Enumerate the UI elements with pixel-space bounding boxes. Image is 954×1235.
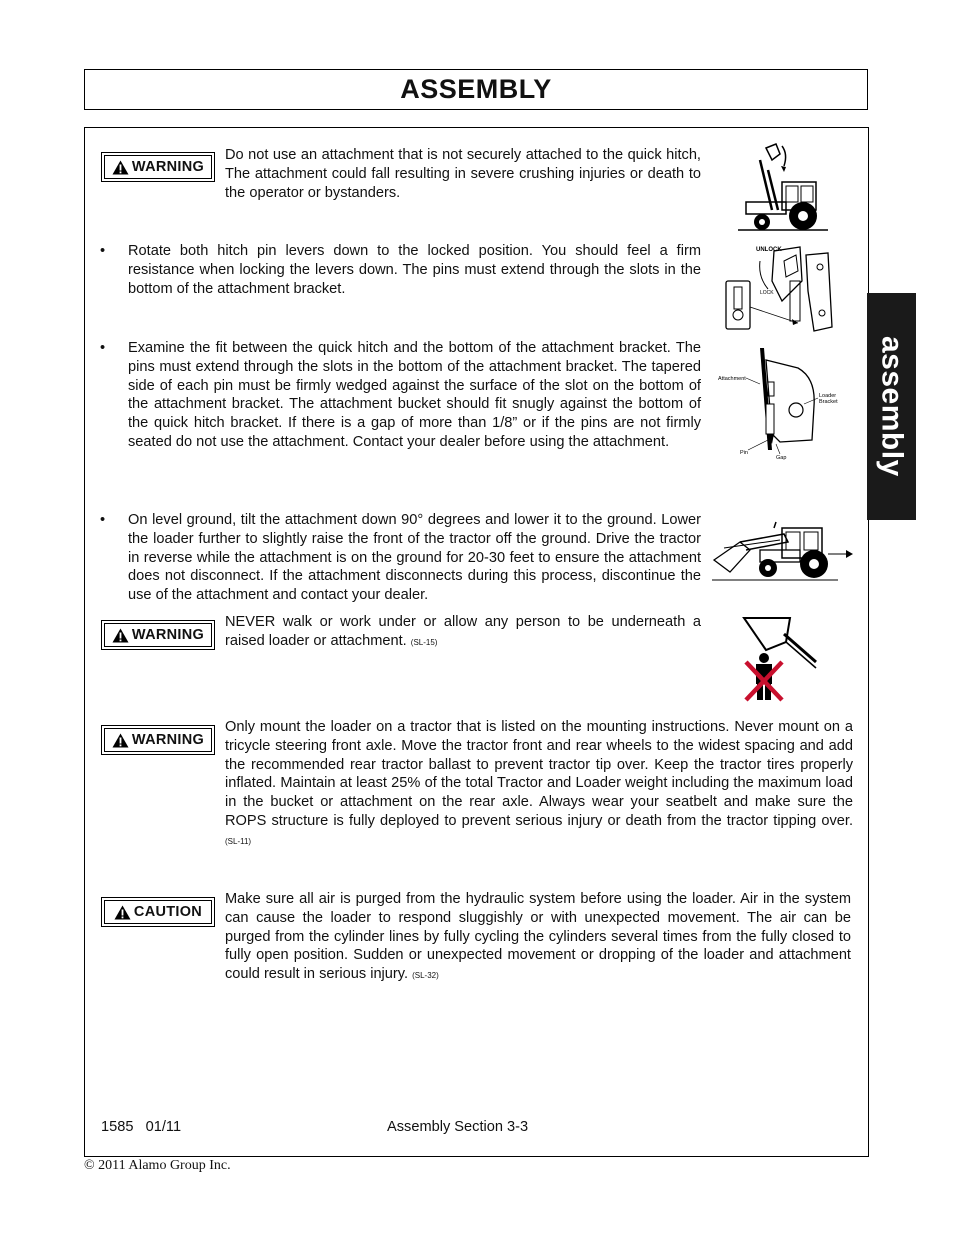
caution-text-1 xyxy=(225,890,851,986)
warning-text-1: Do not use an attachment that is not securely attached to the quick hitch, The attachment could fall resulting in severe crushing injuries or death to the operator or bystanders. xyxy=(225,147,701,201)
warning-label-text: WARNING xyxy=(131,159,205,175)
bullet-marker: • xyxy=(100,243,106,259)
warning-text-3 xyxy=(225,718,853,852)
bullet-marker: • xyxy=(100,512,106,528)
pin-label: Pin xyxy=(740,450,748,456)
warning-label xyxy=(101,725,215,755)
lock-label: LOCK xyxy=(760,290,774,296)
pin-bracket-figure xyxy=(716,344,846,462)
bullet-marker: • xyxy=(100,340,106,356)
loader-bracket-label-2: Bracket xyxy=(819,399,838,405)
warning-label-text: WARNING xyxy=(131,627,205,643)
alert-triangle-icon xyxy=(112,160,129,175)
caution-label xyxy=(101,897,215,927)
footer-section: Assembly Section 3-3 xyxy=(387,1119,529,1135)
alert-triangle-icon xyxy=(112,733,129,748)
alert-triangle-icon xyxy=(114,905,131,920)
page-header xyxy=(84,69,868,110)
warning-text-2 xyxy=(225,613,701,653)
caution-text-1-body: Make sure all air is purged from the hydraulic system before using the loader. Air in the system can cause the loader to respond sluggishly or with unexpected movement. The air can be purged from the cylinder lines by fully cycling the cylinders several times from the fully closed to fully open position. Sudden or unexpected movement or dropping of the loader and attachment could result in serious injury. xyxy=(225,891,851,983)
loader-bracket-label-1: Loader xyxy=(819,393,837,399)
side-tab-label: assembly xyxy=(875,336,909,477)
no-person-under-loader-icon xyxy=(740,614,820,706)
safety-label-ref: (SL-32) xyxy=(412,971,439,981)
tractor-tip-figure xyxy=(738,140,828,235)
hitch-lever-figure xyxy=(722,241,840,333)
warning-label xyxy=(101,620,215,650)
bullet-text-2: Examine the fit between the quick hitch and the bottom of the attachment bracket. The pins must extend through the slots in the bottom of the attachment bracket. The tapered side of each pin must be firmly wedged against the surface of the slot on the bottom of the attachment bracket. The attachment bucket should fit snugly against the bottom of the quick hitch bracket. If there is a gap of more than 1/8” or if the pins are not firmly seated do not use the attachment. Contact your dealer before using the attachment. xyxy=(128,340,701,450)
bullet-text-3: On level ground, tilt the attachment down 90° degrees and lower it to the ground. Lower the loader further to slightly raise the front of the tractor off the ground. Drive the tractor in reverse while the attachment is on the ground for 20-30 feet to ensure the attachment does not disconnect. If the attachment disconnects during this process, discontinue the use of the attachment and contact your dealer. xyxy=(128,512,701,604)
caution-label-text: CAUTION xyxy=(133,904,203,920)
warning-text-3-body: Only mount the loader on a tractor that is listed on the mounting instructions. Never mount on a tricycle steering front axle. Move the tractor front and rear wheels to the widest spacing and add the recommended rear tractor ballast to prevent tractor tip over. Keep the tractor tires properly inflated. Maintain at least 25% of the total Tractor and Loader weight including the maximum load in the bucket or attachment on the rear axle. Always wear your seatbelt and make sure the ROPS structure is fully deployed to prevent serious injury or death from the tractor tipping over. xyxy=(225,719,853,829)
footer-model-date: 1585 01/11 xyxy=(101,1119,182,1135)
warning-label xyxy=(101,152,215,182)
safety-label-ref: (SL-15) xyxy=(410,637,438,647)
bullet-text-1: Rotate both hitch pin levers down to the locked position. You should feel a firm resistance when locking the levers down. The pins must extend through the slots in the bottom of the attachment bracket. xyxy=(128,243,701,297)
unlock-label: UNLOCK xyxy=(756,247,782,253)
page-title: ASSEMBLY xyxy=(400,74,552,104)
warning-label-text: WARNING xyxy=(131,732,205,748)
tractor-reverse-figure xyxy=(710,520,855,586)
copyright: © 2011 Alamo Group Inc. xyxy=(84,1158,231,1173)
alert-triangle-icon xyxy=(112,628,129,643)
attachment-label: Attachment xyxy=(718,376,746,382)
gap-label: Gap xyxy=(776,455,787,461)
safety-label-ref: (SL-11) xyxy=(225,836,252,846)
warning-text-2-body: NEVER walk or work under or allow any person to be underneath a raised loader or attachment. xyxy=(225,614,701,649)
section-side-tab xyxy=(867,293,916,520)
